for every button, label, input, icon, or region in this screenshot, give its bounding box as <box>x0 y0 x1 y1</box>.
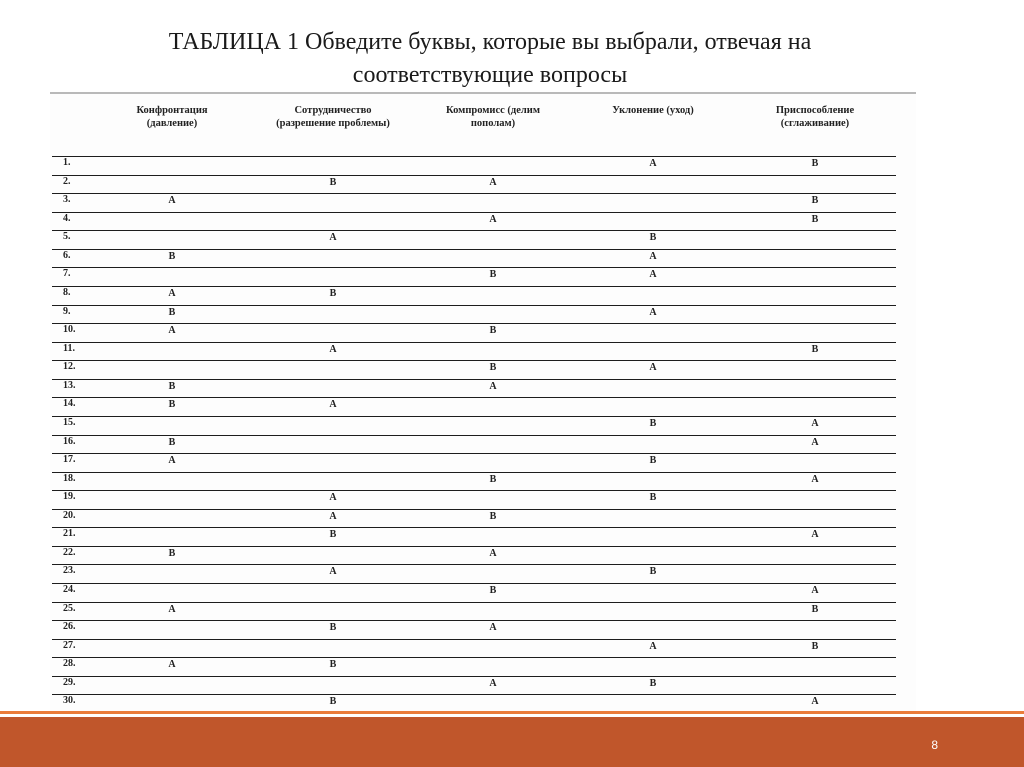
answer-letter: В <box>489 473 497 485</box>
answer-letter: А <box>811 436 819 448</box>
row-number: 3. <box>63 194 71 206</box>
answer-letter: А <box>168 659 176 671</box>
row-number: 15. <box>63 416 76 428</box>
answer-letter: В <box>811 343 819 355</box>
answer-letter: В <box>489 325 497 337</box>
answer-letter: А <box>649 250 657 262</box>
column-header-line: Сотрудничество <box>294 105 372 116</box>
answer-letter: В <box>649 677 657 689</box>
row-divider <box>52 657 896 658</box>
row-number: 12. <box>63 361 76 373</box>
row-number: 28. <box>63 658 76 670</box>
answer-letter: В <box>489 269 497 281</box>
answer-letter: А <box>168 603 176 615</box>
slide-footer-bar <box>0 717 1024 767</box>
row-number: 20. <box>63 509 76 521</box>
answer-letter: А <box>811 473 819 485</box>
answer-letter: А <box>649 158 657 169</box>
answer-letter: В <box>329 622 337 634</box>
row-number: 30. <box>63 695 76 707</box>
row-divider <box>52 676 896 677</box>
answer-letter: В <box>811 640 819 652</box>
answer-letter: В <box>811 603 819 615</box>
row-divider <box>52 583 896 584</box>
row-divider <box>52 286 896 287</box>
answer-letter: А <box>329 399 337 411</box>
row-divider <box>52 527 896 528</box>
page-number: 8 <box>931 738 938 752</box>
row-number: 29. <box>63 676 76 688</box>
row-number: 7. <box>63 268 71 280</box>
answer-letter: В <box>649 566 657 578</box>
row-divider <box>52 193 896 194</box>
answer-letter: А <box>811 696 819 708</box>
answer-letter: А <box>329 510 337 522</box>
answer-letter: В <box>329 287 337 299</box>
row-number: 23. <box>63 565 76 577</box>
row-number: 2. <box>63 175 71 187</box>
row-divider <box>52 305 896 306</box>
answer-letter: А <box>811 585 819 597</box>
row-number: 22. <box>63 546 76 558</box>
slide-title-line-1: ТАБЛИЦА 1 Обведите буквы, которые вы выбрали, отвечая на <box>168 29 812 55</box>
row-divider <box>52 249 896 250</box>
column-header-line: (давление) <box>146 118 198 129</box>
column-header-line: Конфронтация <box>136 105 208 116</box>
answer-letter: А <box>168 287 176 299</box>
row-number: 26. <box>63 621 76 633</box>
answer-letter: В <box>168 436 176 448</box>
row-divider <box>52 490 896 491</box>
answer-letter: А <box>811 529 819 541</box>
row-number: 6. <box>63 249 71 261</box>
row-divider <box>52 472 896 473</box>
row-divider <box>52 546 896 547</box>
column-header-line: Уклонение (уход) <box>612 105 694 116</box>
answer-letter: В <box>649 492 657 504</box>
answer-letter: В <box>811 158 819 169</box>
answer-letter: А <box>168 195 176 207</box>
column-header-line: (сглаживание) <box>780 118 850 129</box>
row-number: 17. <box>63 454 76 466</box>
answer-letter: А <box>649 640 657 652</box>
answer-letter: В <box>489 585 497 597</box>
row-divider <box>52 156 896 157</box>
row-number: 19. <box>63 491 76 503</box>
answer-letter: А <box>649 269 657 281</box>
row-divider <box>52 509 896 510</box>
row-number: 14. <box>63 398 76 410</box>
row-number: 25. <box>63 602 76 614</box>
answer-letter: В <box>168 380 176 392</box>
answer-letter: В <box>489 510 497 522</box>
row-number: 10. <box>63 324 76 336</box>
answer-letter: В <box>168 399 176 411</box>
row-number: 27. <box>63 639 76 651</box>
row-divider <box>52 360 896 361</box>
row-number: 4. <box>63 212 71 224</box>
answer-letter: А <box>489 547 497 559</box>
answer-letter: В <box>649 417 657 429</box>
row-divider <box>52 175 896 176</box>
row-divider <box>52 342 896 343</box>
row-divider <box>52 267 896 268</box>
answer-letter: В <box>168 306 176 318</box>
row-number: 5. <box>63 231 71 243</box>
answer-letter: А <box>489 380 497 392</box>
column-header-line: Компромисс (делим <box>446 105 540 116</box>
answer-letter: В <box>811 213 819 225</box>
footer-accent-line <box>0 711 1024 714</box>
answer-letter: В <box>649 232 657 244</box>
answer-letter: А <box>489 622 497 634</box>
answer-letter: А <box>489 176 497 188</box>
answer-letter: А <box>649 362 657 374</box>
row-divider <box>52 230 896 231</box>
answer-letter: В <box>489 362 497 374</box>
answer-letter: А <box>811 417 819 429</box>
answer-letter: В <box>811 195 819 207</box>
row-divider <box>52 639 896 640</box>
row-number: 18. <box>63 472 76 484</box>
column-header-line: пополам) <box>470 118 516 129</box>
row-divider <box>52 602 896 603</box>
row-number: 24. <box>63 584 76 596</box>
row-divider <box>52 620 896 621</box>
row-number: 21. <box>63 528 76 540</box>
answer-letter: А <box>329 566 337 578</box>
row-number: 11. <box>63 342 75 354</box>
row-divider <box>52 435 896 436</box>
answer-letter: А <box>329 343 337 355</box>
answer-letter: А <box>168 325 176 337</box>
row-divider <box>52 212 896 213</box>
answer-letter: В <box>329 529 337 541</box>
slide-title-line-2: соответствующие вопросы <box>352 62 628 88</box>
answer-letter: В <box>329 176 337 188</box>
row-divider <box>52 564 896 565</box>
row-number: 16. <box>63 435 76 447</box>
answer-letter: В <box>649 455 657 467</box>
row-divider <box>52 453 896 454</box>
row-divider <box>52 323 896 324</box>
row-number: 8. <box>63 286 71 298</box>
answer-letter: В <box>168 547 176 559</box>
column-header-line: Приспособление <box>775 105 855 116</box>
row-number: 13. <box>63 379 76 391</box>
answer-letter: А <box>649 306 657 318</box>
answer-letter: А <box>168 455 176 467</box>
row-number: 9. <box>63 305 71 317</box>
answer-letter: А <box>329 232 337 244</box>
answer-letter: А <box>489 677 497 689</box>
row-divider <box>52 379 896 380</box>
answer-letter: В <box>329 696 337 708</box>
answer-letter: А <box>489 213 497 225</box>
row-divider <box>52 397 896 398</box>
answer-letter: А <box>329 492 337 504</box>
column-header-line: (разрешение проблемы) <box>276 118 390 129</box>
answer-letter: В <box>168 250 176 262</box>
row-divider <box>52 694 896 695</box>
answer-letter: В <box>329 659 337 671</box>
row-divider <box>52 416 896 417</box>
row-number: 1. <box>63 157 71 168</box>
